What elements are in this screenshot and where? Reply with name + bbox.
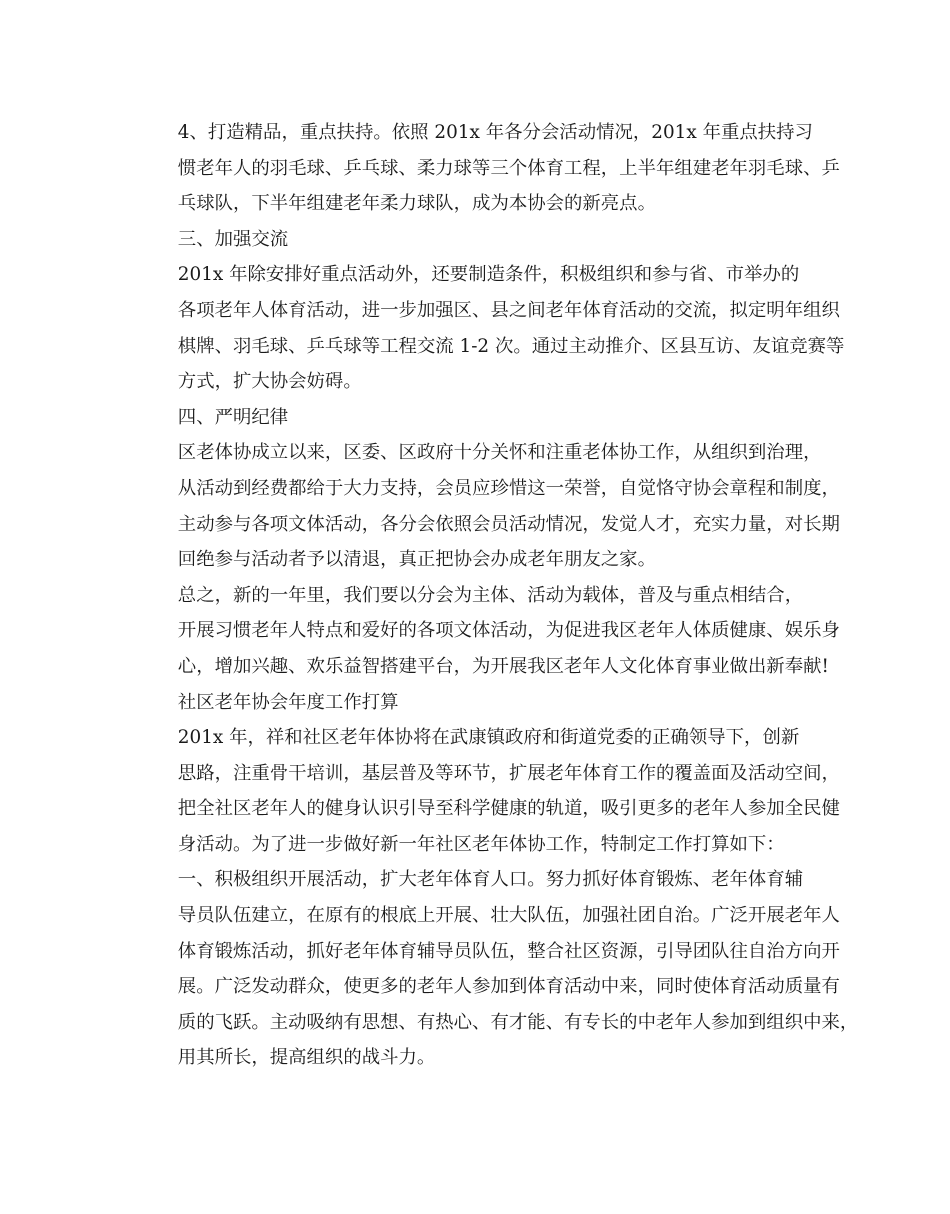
paragraph	[141, 222, 821, 258]
text-line: 心，增加兴趣、欢乐益智搭建平台，为开展我区老年人文化体育事业做出新奉献!	[177, 655, 829, 677]
text-line: 4、打造精品，重点扶持。依照 201x 年各分会活动情况，201x 年重点扶持习	[177, 122, 813, 143]
text-line: 身活动。为了进一步做好新一年社区老年体协工作，特制定工作打算如下：	[177, 833, 785, 855]
document-body	[141, 115, 859, 1076]
paragraph	[141, 257, 845, 399]
paragraph	[141, 578, 840, 685]
text-line: 主动参与各项文体活动，各分会依照会员活动情况，发觉人才，充实力量，对长期	[177, 513, 840, 535]
text-line: 惯老年人的羽毛球、乒乓球、柔力球等三个体育工程，上半年组建老年羽毛球、乒	[177, 157, 840, 179]
text-line: 方式，扩大协会妨碍。	[177, 371, 362, 393]
text-line: 一、积极组织开展活动，扩大老年体育人口。努力抓好体育锻炼、老年体育辅	[177, 869, 804, 891]
text-line: 棋牌、羽毛球、乒乓球等工程交流 1-2 次。通过主动推介、区县互访、友谊竞赛等	[177, 335, 845, 357]
paragraph	[141, 435, 840, 577]
text-line: 开展习惯老年人特点和爱好的各项文体活动，为促进我区老年人体质健康、娱乐身	[177, 620, 840, 642]
text-line: 展。广泛发动群众，使更多的老年人参加到体育活动中来，同时使体育活动质量有	[177, 976, 840, 998]
paragraph	[141, 862, 859, 1076]
text-line: 201x 年，祥和社区老年体协将在武康镇政府和街道党委的正确领导下，创新	[177, 727, 800, 749]
paragraph	[141, 720, 840, 862]
paragraph	[141, 400, 821, 436]
text-line: 社区老年协会年度工作打算	[177, 691, 399, 713]
text-line: 区老体协成立以来，区委、区政府十分关怀和注重老体协工作，从组织到治理，	[177, 442, 822, 464]
text-line: 各项老年人体育活动，进一步加强区、县之间老年体育活动的交流，拟定明年组织	[177, 299, 840, 321]
text-line: 乓球队，下半年组建老年柔力球队，成为本协会的新亮点。	[177, 193, 656, 215]
text-line: 质的飞跃。主动吸纳有思想、有热心、有才能、有专长的中老年人参加到组织中来，	[177, 1011, 859, 1033]
text-line: 总之，新的一年里，我们要以分会为主体、活动为载体，普及与重点相结合，	[177, 584, 804, 606]
text-line: 用其所长，提高组织的战斗力。	[177, 1047, 436, 1069]
text-line: 导员队伍建立，在原有的根底上开展、壮大队伍，加强社团自治。广泛开展老年人	[177, 905, 840, 927]
text-line: 四、严明纪律	[177, 406, 289, 428]
text-line: 思路，注重骨干培训，基层普及等环节，扩展老年体育工作的覆盖面及活动空间，	[177, 762, 840, 784]
text-line: 201x 年除安排好重点活动外，还要制造条件，积极组织和参与省、市举办的	[177, 264, 800, 286]
paragraph	[141, 115, 840, 222]
text-line: 把全社区老年人的健身认识引导至科学健康的轨道，吸引更多的老年人参加全民健	[177, 798, 840, 820]
text-line: 回绝参与活动者予以清退，真正把协会办成老年朋友之家。	[177, 549, 656, 571]
text-line: 三、加强交流	[177, 228, 289, 250]
paragraph	[141, 685, 821, 721]
text-line: 从活动到经费都给于大力支持，会员应珍惜这一荣誉，自觉恪守协会章程和制度，	[177, 477, 840, 499]
text-line: 体育锻炼活动，抓好老年体育辅导员队伍，整合社区资源，引导团队往自治方向开	[177, 940, 840, 962]
